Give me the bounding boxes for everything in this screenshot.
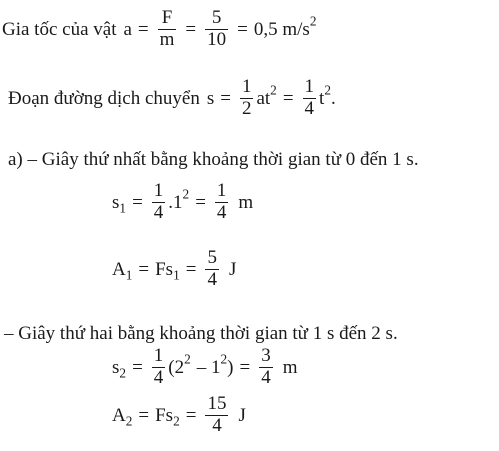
a1-var: $A_1$ — [112, 258, 133, 283]
equals-sign: = — [239, 356, 251, 378]
unit-j: J — [238, 404, 246, 426]
parenthesized-difference: $(2^2 - 1^2)$ — [168, 351, 234, 378]
fraction-1-over-2: $\frac{1}{2}$ — [241, 76, 252, 119]
fraction-1-over-4: $\frac{1}{4}$ — [153, 345, 164, 388]
fraction-denominator: 10 — [207, 28, 227, 50]
equals-sign: = — [237, 18, 248, 40]
s1-formula — [112, 181, 253, 223]
unit-m: m — [238, 191, 254, 213]
fraction-numerator: 5 — [211, 7, 222, 28]
s2-formula — [112, 346, 298, 388]
equals-sign: = — [185, 404, 197, 426]
acceleration-formula — [2, 8, 316, 50]
distance-text: Đoạn đường dịch chuyển — [8, 87, 200, 109]
fraction-15-over-4: $\frac{15}{4}$ — [207, 393, 227, 436]
distance-var: s — [206, 87, 215, 109]
unit-j: J — [228, 258, 237, 280]
term-at-squared: $at^2$ — [256, 82, 277, 109]
fraction-numerator: F — [161, 7, 173, 28]
equals-sign: = — [138, 258, 150, 280]
fraction-f-over-m — [158, 8, 177, 50]
unit-m: m — [282, 356, 298, 378]
acceleration-var: a — [123, 18, 132, 40]
equals-sign: = — [185, 18, 197, 40]
fraction-5-over-10 — [205, 8, 228, 50]
term-fs2: $Fs_2$ — [155, 404, 180, 429]
equals-sign: = — [220, 87, 231, 109]
distance-formula — [8, 77, 336, 119]
fraction-3-over-4: $\frac{3}{4}$ — [261, 345, 271, 388]
acceleration-result: 0,5 $m/s^2$ — [253, 13, 317, 40]
term-1-squared: $.1^2$ — [168, 186, 190, 213]
fraction-5-over-4: $\frac{5}{4}$ — [207, 247, 217, 290]
fraction-1-over-4: $\frac{1}{4}$ — [216, 180, 227, 223]
equals-sign: = — [282, 87, 294, 109]
equals-sign: = — [138, 404, 150, 426]
term-t-squared: $t^2$. — [319, 82, 336, 109]
a2-var: $A_2$ — [112, 404, 133, 429]
part-b-heading: – Giây thứ hai bằng khoảng thời gian từ 1 s đến 2 s. — [4, 323, 398, 344]
fraction-1-over-4: $\frac{1}{4}$ — [153, 180, 164, 223]
equals-sign: = — [132, 356, 143, 378]
term-fs1: $Fs_1$ — [155, 258, 180, 283]
a1-formula — [112, 248, 236, 290]
fraction-denominator: m — [159, 28, 175, 50]
fraction-1-over-4: $\frac{1}{4}$ — [304, 76, 315, 119]
acceleration-text: Gia tốc của vật — [2, 18, 117, 40]
part-a-heading: a) – Giây thứ nhất bằng khoảng thời gian từ 0 đến 1 s. — [8, 149, 419, 170]
equals-sign: = — [137, 18, 149, 40]
equals-sign: = — [195, 191, 206, 213]
equals-sign: = — [185, 258, 197, 280]
equals-sign: = — [132, 191, 143, 213]
s1-var: $s_1$ — [112, 191, 127, 216]
a2-formula — [112, 394, 246, 436]
s2-var: $s_2$ — [112, 356, 127, 381]
